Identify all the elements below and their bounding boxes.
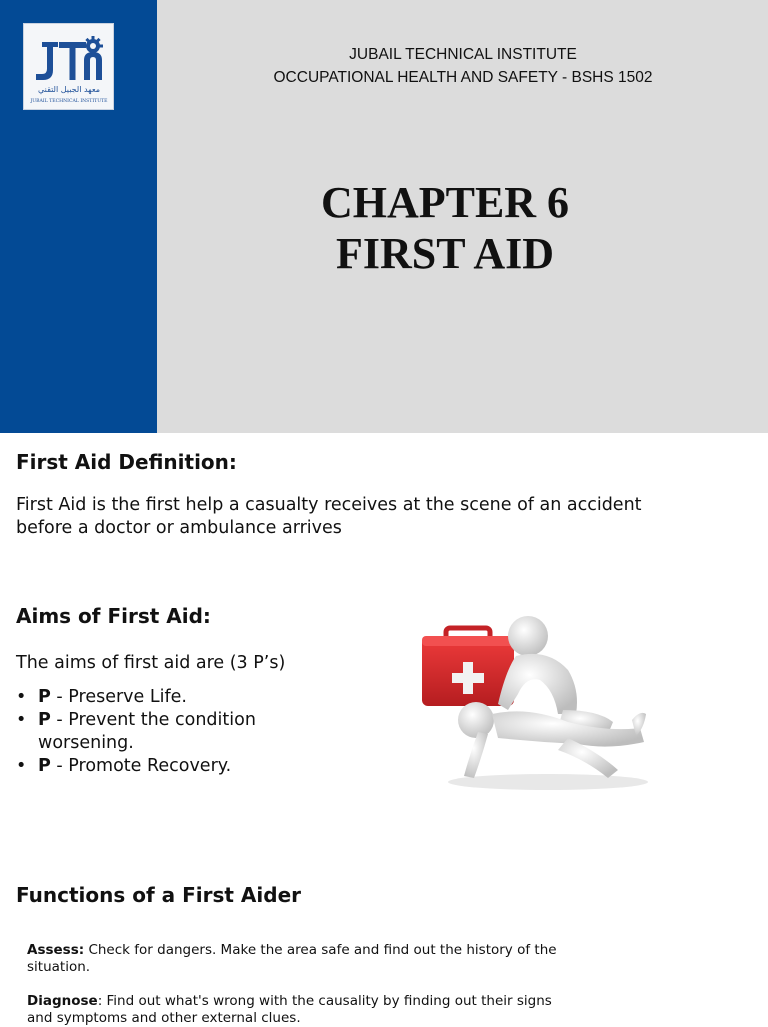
definition-heading: First Aid Definition:: [16, 450, 237, 474]
aim-text: - Preserve Life.: [50, 687, 187, 707]
aim-letter: P: [38, 710, 51, 730]
institute-name: JUBAIL TECHNICAL INSTITUTE: [349, 46, 577, 63]
definition-line: First Aid is the first help a casualty receives at the scene of an accident: [16, 495, 642, 515]
aims-heading: Aims of First Aid:: [16, 604, 211, 628]
list-item: [16, 686, 256, 709]
assess-text: Check for dangers. Make the area safe and find out the history of the: [84, 942, 557, 958]
aim-text: - Promote Recovery.: [50, 756, 232, 776]
assess-text-continued: situation.: [27, 959, 91, 975]
list-item: [16, 709, 256, 755]
diagnose-item: [27, 993, 627, 1027]
diagnose-label: Diagnose: [27, 993, 98, 1009]
aim-text-continued: worsening.: [38, 733, 134, 753]
aim-letter: P: [38, 687, 51, 707]
assess-item: [27, 942, 627, 976]
svg-text:JUBAIL TECHNICAL INSTITUTE: JUBAIL TECHNICAL INSTITUTE: [30, 99, 108, 104]
diagnose-text: : Find out what's wrong with the causality by finding out their signs: [97, 993, 552, 1009]
chapter-number: CHAPTER 6: [320, 178, 570, 227]
bullet: •: [16, 710, 27, 730]
chapter-title: FIRST AID: [335, 229, 555, 278]
jti-logo-icon: [24, 24, 115, 111]
definition-line: before a doctor or ambulance arrives: [16, 518, 342, 538]
svg-text:معهد الجبيل التقني: معهد الجبيل التقني: [37, 85, 101, 94]
bullet: •: [16, 756, 27, 776]
list-item: [16, 755, 256, 778]
course-name: OCCUPATIONAL HEALTH AND SAFETY - BSHS 1502: [273, 69, 653, 86]
institute-logo: [23, 23, 114, 110]
aims-list: [16, 686, 256, 778]
definition-text: [16, 494, 642, 540]
cpr-illustration-icon: [408, 610, 653, 795]
aims-intro: The aims of first aid are (3 P’s): [16, 653, 286, 673]
diagnose-text-continued: and symptoms and other external clues.: [27, 1010, 301, 1026]
aim-text: - Prevent the condition: [50, 710, 256, 730]
functions-heading: Functions of a First Aider: [16, 883, 302, 907]
aim-letter: P: [38, 756, 51, 776]
bullet: •: [16, 687, 27, 707]
assess-label: Assess:: [27, 942, 85, 958]
